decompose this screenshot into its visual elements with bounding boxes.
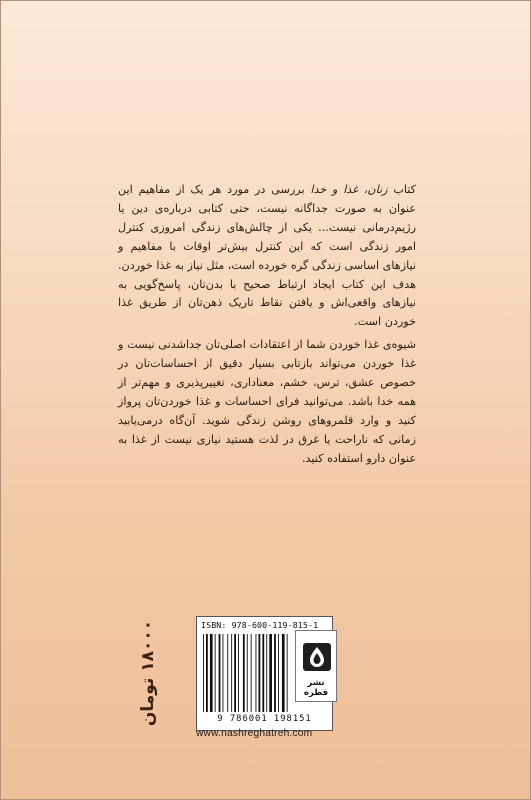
barcode	[203, 634, 291, 712]
paragraph-1-rest: بررسی در مورد هر یک از مفاهیم این عنوان به صورت جداگانه نیست، حتی کتابی درباره‌ی دین یا رژیم‌درمانی نیست... یکی از چالش‌های زندگی امروزی کنترل امور زندگی است که این کنترل بیش‌تر اوقات با مفاهیم و نیازهای اساسی زندگی گره خورده است، مثل نیاز به غذا خوردن. هدف این کتاب ایجاد ارتباط صحیح با بدن‌تان، پاسخ‌گویی به نیازهای واقعی‌اش و یافتن نقاط تاریک ذهن‌تان از طریق غذا خوردن است.	[118, 183, 416, 329]
paragraph-1-start: کتاب	[393, 183, 416, 196]
publisher-name: نشر قطره	[303, 678, 329, 698]
isbn-text: ISBN: 978-600-119-815-1	[201, 620, 319, 630]
publisher-logo-icon	[301, 641, 333, 673]
blurb-paragraph-1	[118, 181, 416, 332]
price-label: ۱۸۰۰۰ تومان	[138, 619, 158, 727]
publisher-logo-box	[295, 630, 337, 702]
barcode-number: 9 786001 198151	[217, 714, 312, 724]
book-title: زنان، غذا و خدا	[310, 183, 388, 196]
blurb-text	[118, 181, 416, 469]
blurb-paragraph-2: شیوه‌ی غذا خوردن شما از اعتقادات اصلی‌تان جداشدنی نیست و غذا خوردن می‌تواند بازتابی بسیار دقیق از احساسات‌تان در خصوص عشق، ترس، خشم، معناداری، تغییرپذیری و مهم‌تر از همه خدا باشد. می‌توانید فرای احساسات و غذا خوردن‌تان پرواز کنید و وارد قلمروهای روشن زندگی شوید. آن‌گاه درمی‌یابید زمانی که ناراحت یا غرق در لذت هستید نیازی نیست از غذا به عنوان دارو استفاده کنید.	[118, 338, 416, 465]
publisher-website: www.nashreghatreh.com	[196, 728, 313, 739]
